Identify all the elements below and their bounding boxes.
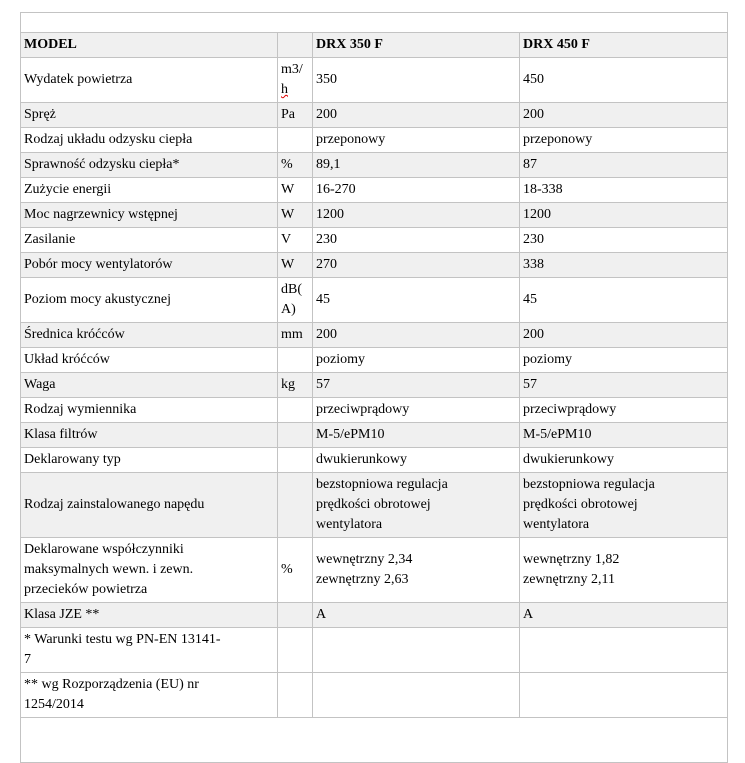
table-row	[21, 153, 728, 178]
value-cell-drx-350-f: 230	[313, 228, 520, 253]
table-row	[21, 628, 728, 673]
table-row	[21, 178, 728, 203]
value-cell-drx-350-f: 57	[313, 373, 520, 398]
value-cell-drx-350-f: bezstopniowa regulacja prędkości obrotowej wentylatora	[313, 473, 520, 538]
param-cell: * Warunki testu wg PN-EN 13141- 7	[21, 628, 278, 673]
value-cell-drx-450-f: przeciwprądowy	[520, 398, 728, 423]
table-row	[21, 103, 728, 128]
param-cell: Poziom mocy akustycznej	[21, 278, 278, 323]
unit-cell: W	[278, 178, 313, 203]
unit-cell: W	[278, 253, 313, 278]
value-cell-drx-450-f: dwukierunkowy	[520, 448, 728, 473]
empty-top-row	[21, 13, 728, 33]
unit-cell	[278, 398, 313, 423]
param-cell: Spręż	[21, 103, 278, 128]
value-cell-drx-450-f: 230	[520, 228, 728, 253]
table-row	[21, 253, 728, 278]
table-row	[21, 203, 728, 228]
param-cell: Rodzaj wymiennika	[21, 398, 278, 423]
unit-cell: %	[278, 153, 313, 178]
value-cell-drx-350-f: wewnętrzny 2,34 zewnętrzny 2,63	[313, 538, 520, 603]
param-cell: Sprawność odzysku ciepła*	[21, 153, 278, 178]
value-cell-drx-450-f: 338	[520, 253, 728, 278]
unit-cell	[278, 423, 313, 448]
table-header-row	[21, 33, 728, 58]
unit-cell: Pa	[278, 103, 313, 128]
value-cell-drx-450-f: A	[520, 603, 728, 628]
value-cell-drx-350-f: przeponowy	[313, 128, 520, 153]
value-cell-drx-350-f: 270	[313, 253, 520, 278]
empty-top-cell	[21, 13, 728, 33]
spec-table	[20, 12, 728, 763]
value-cell-drx-450-f: 1200	[520, 203, 728, 228]
header-cell-unit	[278, 33, 313, 58]
value-cell-drx-450-f: 450	[520, 58, 728, 103]
value-cell-drx-350-f: przeciwprądowy	[313, 398, 520, 423]
unit-cell: m3/ h	[278, 58, 313, 103]
value-cell-drx-350-f: 200	[313, 103, 520, 128]
value-cell-drx-450-f: 45	[520, 278, 728, 323]
value-cell-drx-450-f: 18-338	[520, 178, 728, 203]
unit-cell	[278, 473, 313, 538]
param-cell: Pobór mocy wentylatorów	[21, 253, 278, 278]
value-cell-drx-350-f: 1200	[313, 203, 520, 228]
table-row	[21, 673, 728, 718]
value-cell-drx-450-f: przeponowy	[520, 128, 728, 153]
unit-cell: kg	[278, 373, 313, 398]
value-cell-drx-450-f: 57	[520, 373, 728, 398]
param-cell: Rodzaj układu odzysku ciepła	[21, 128, 278, 153]
value-cell-drx-350-f	[313, 628, 520, 673]
value-cell-drx-450-f: 200	[520, 103, 728, 128]
unit-cell: %	[278, 538, 313, 603]
param-cell: Zasilanie	[21, 228, 278, 253]
header-cell-model: MODEL	[21, 33, 278, 58]
param-cell: Waga	[21, 373, 278, 398]
param-cell: Średnica króćców	[21, 323, 278, 348]
table-row	[21, 228, 728, 253]
table-row	[21, 58, 728, 103]
empty-bottom-cell	[21, 718, 728, 763]
param-cell: Deklarowany typ	[21, 448, 278, 473]
table-row	[21, 423, 728, 448]
value-cell-drx-350-f: M-5/ePM10	[313, 423, 520, 448]
value-cell-drx-450-f: poziomy	[520, 348, 728, 373]
spellcheck-squiggle: h	[281, 82, 288, 97]
table-row	[21, 323, 728, 348]
value-cell-drx-450-f: wewnętrzny 1,82 zewnętrzny 2,11	[520, 538, 728, 603]
unit-cell	[278, 673, 313, 718]
table-row	[21, 278, 728, 323]
unit-cell: mm	[278, 323, 313, 348]
unit-cell	[278, 448, 313, 473]
value-cell-drx-350-f: poziomy	[313, 348, 520, 373]
table-row	[21, 348, 728, 373]
header-cell-drx-450-f: DRX 450 F	[520, 33, 728, 58]
unit-cell	[278, 603, 313, 628]
value-cell-drx-450-f	[520, 673, 728, 718]
param-cell: Układ króćców	[21, 348, 278, 373]
unit-cell	[278, 628, 313, 673]
table-row	[21, 398, 728, 423]
param-cell: Wydatek powietrza	[21, 58, 278, 103]
value-cell-drx-450-f	[520, 628, 728, 673]
value-cell-drx-450-f: M-5/ePM10	[520, 423, 728, 448]
value-cell-drx-350-f: 200	[313, 323, 520, 348]
unit-cell	[278, 128, 313, 153]
value-cell-drx-350-f	[313, 673, 520, 718]
value-cell-drx-350-f: 16-270	[313, 178, 520, 203]
table-row	[21, 373, 728, 398]
value-cell-drx-350-f: A	[313, 603, 520, 628]
param-cell: Zużycie energii	[21, 178, 278, 203]
param-cell: ** wg Rozporządzenia (EU) nr 1254/2014	[21, 673, 278, 718]
table-row	[21, 128, 728, 153]
value-cell-drx-450-f: bezstopniowa regulacja prędkości obrotowej wentylatora	[520, 473, 728, 538]
value-cell-drx-350-f: 45	[313, 278, 520, 323]
unit-cell: V	[278, 228, 313, 253]
value-cell-drx-350-f: 350	[313, 58, 520, 103]
param-cell: Deklarowane współczynniki maksymalnych wewn. i zewn. przecieków powietrza	[21, 538, 278, 603]
unit-cell	[278, 348, 313, 373]
table-row	[21, 448, 728, 473]
value-cell-drx-450-f: 87	[520, 153, 728, 178]
table-row	[21, 538, 728, 603]
param-cell: Klasa JZE **	[21, 603, 278, 628]
value-cell-drx-450-f: 200	[520, 323, 728, 348]
param-cell: Rodzaj zainstalowanego napędu	[21, 473, 278, 538]
empty-bottom-row	[21, 718, 728, 763]
table-row	[21, 473, 728, 538]
table-row	[21, 603, 728, 628]
param-cell: Moc nagrzewnicy wstępnej	[21, 203, 278, 228]
unit-cell: W	[278, 203, 313, 228]
value-cell-drx-350-f: 89,1	[313, 153, 520, 178]
unit-cell: dB( A)	[278, 278, 313, 323]
value-cell-drx-350-f: dwukierunkowy	[313, 448, 520, 473]
param-cell: Klasa filtrów	[21, 423, 278, 448]
header-cell-drx-350-f: DRX 350 F	[313, 33, 520, 58]
